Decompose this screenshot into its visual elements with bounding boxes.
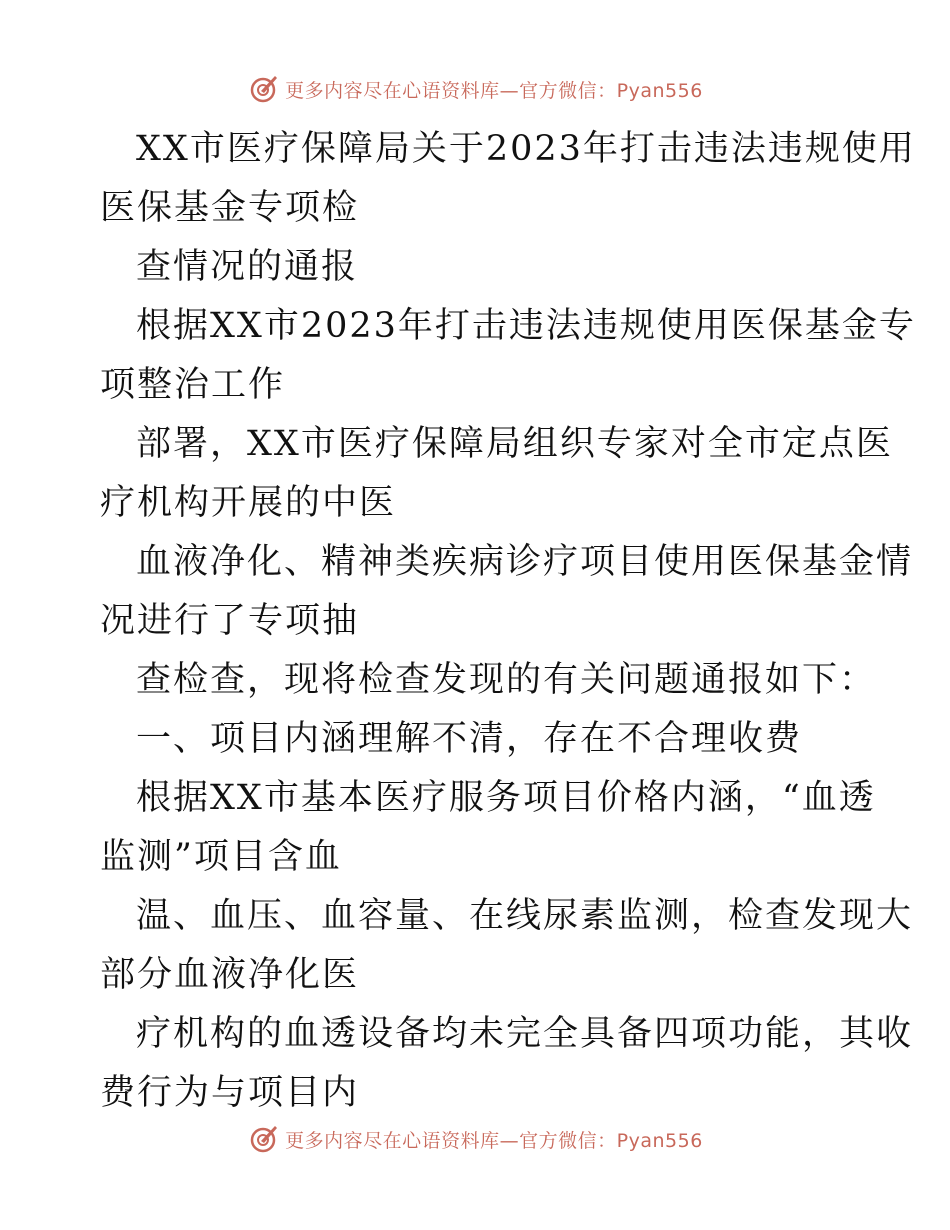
watermark-text: 更多内容尽在心语资料库—官方微信：Pyan556 [285, 1129, 703, 1152]
text-line: 项整治工作 [100, 365, 286, 405]
text-line: 监测”项目含血 [100, 837, 342, 877]
text-line: 疗机构开展的中医 [100, 483, 397, 523]
watermark-text: 更多内容尽在心语资料库—官方微信：Pyan556 [285, 79, 703, 102]
text-line: 费行为与项目内 [100, 1073, 360, 1113]
text-line: 疗机构的血透设备均未完全具备四项功能，其收 [136, 1014, 914, 1054]
text-line: 医保基金专项检 [100, 188, 360, 228]
quill-seal-icon [247, 73, 279, 105]
text-line: 血液净化、精神类疾病诊疗项目使用医保基金情 [136, 542, 914, 582]
text-line: XX市医疗保障局关于2023年打击违法违规使用 [136, 129, 916, 169]
text-line: 根据XX市2023年打击违法违规使用医保基金专 [136, 306, 916, 346]
footer-watermark [0, 1122, 950, 1156]
text-line: 根据XX市基本医疗服务项目价格内涵，“血透 [136, 778, 876, 818]
text-line: 查情况的通报 [136, 247, 359, 287]
document-body [100, 120, 916, 1123]
header-watermark [0, 72, 950, 106]
text-line: 况进行了专项抽 [100, 601, 360, 641]
text-line: 查检查，现将检查发现的有关问题通报如下： [136, 660, 877, 700]
quill-seal-icon [247, 1123, 279, 1155]
text-line: 部分血液净化医 [100, 955, 360, 995]
text-line: 温、血压、血容量、在线尿素监测，检查发现大 [136, 896, 914, 936]
text-line: 部署，XX市医疗保障局组织专家对全市定点医 [136, 424, 893, 464]
text-line: 一、项目内涵理解不清，存在不合理收费 [136, 719, 803, 759]
